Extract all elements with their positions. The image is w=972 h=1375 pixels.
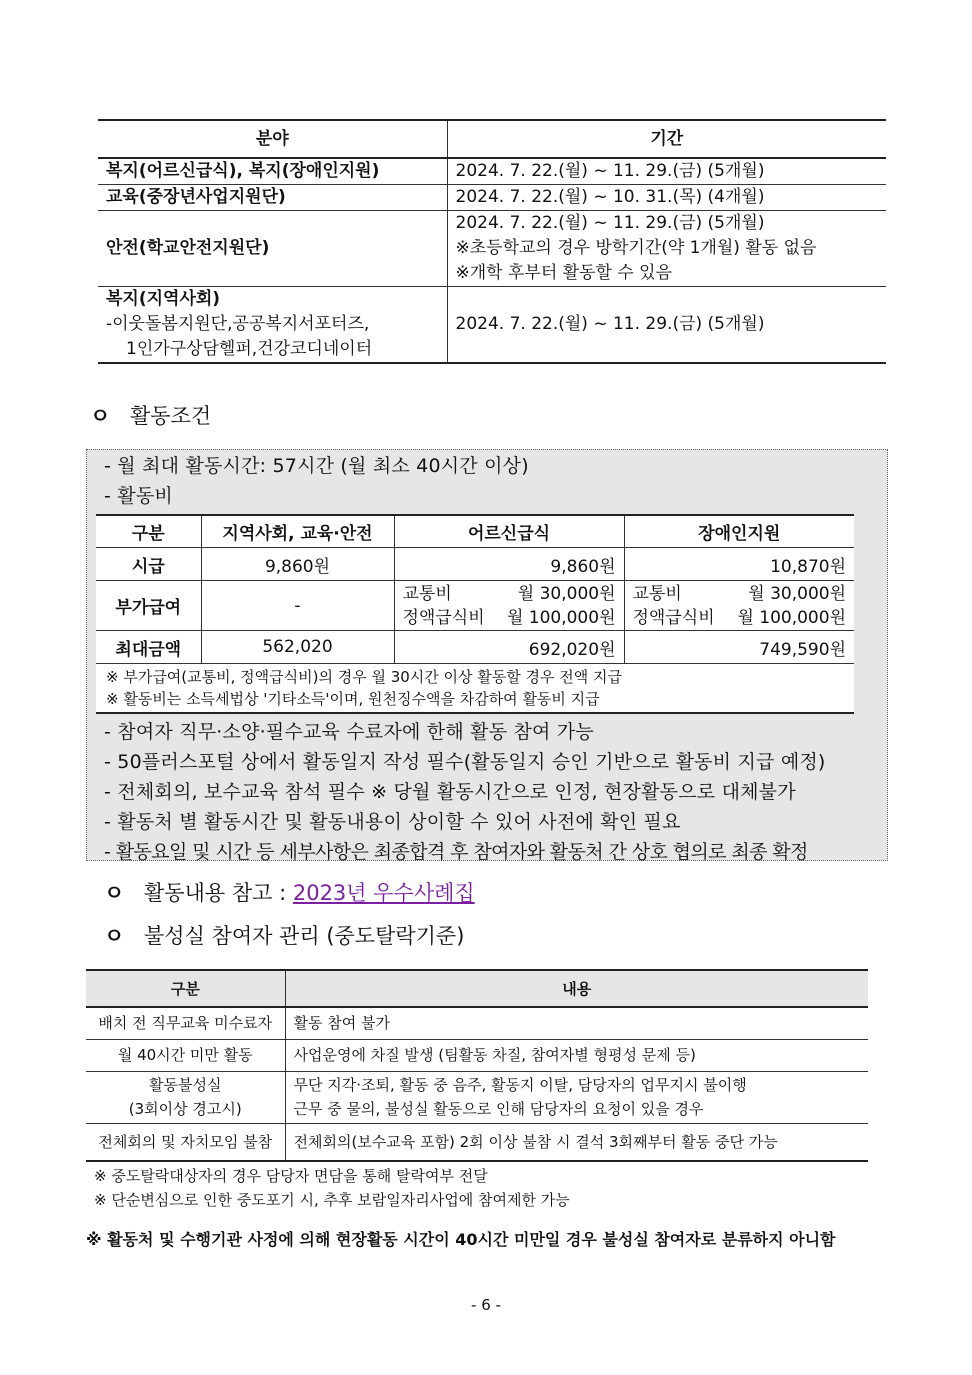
field-sub-line: -이웃돌봄지원단,공공복지서포터즈,: [106, 314, 370, 334]
management-note: ※ 중도탈락대상자의 경우 담당자 면담을 통해 탈락여부 전달: [94, 1167, 488, 1185]
section-bullet: ㅇ: [90, 404, 111, 428]
row-label: 시급: [96, 548, 201, 581]
condition-line: - 50플러스포털 상에서 활동일지 작성 필수(활동일지 승인 기반으로 활동비 지급 예정): [104, 751, 826, 773]
management-note: ※ 단순변심으로 인한 중도포기 시, 추후 보람일자리사업에 참여제한 가능: [94, 1191, 570, 1209]
pay-header: 구분: [96, 515, 201, 548]
condition-line: - 활동처 별 활동시간 및 활동내용이 상이할 수 있어 사전에 확인 필요: [104, 811, 681, 833]
management-header: 내용: [285, 970, 868, 1007]
field-cell: [98, 287, 447, 364]
table-row: [98, 211, 886, 287]
field-cell: 안전(학교안전지원단): [98, 211, 447, 287]
content-cell: 사업운영에 차질 발생 (팀활동 차질, 참여자별 형평성 문제 등): [285, 1039, 868, 1071]
extra-item-name: 교통비: [632, 583, 682, 604]
pay-header: 장애인지원: [624, 515, 854, 548]
pay-value: 562,020: [201, 631, 394, 664]
period-cell: 2024. 7. 22.(월) ~ 10. 31.(목) (4개월): [447, 185, 886, 211]
pay-value: [394, 581, 624, 631]
field-title: 복지(지역사회): [106, 289, 221, 309]
section-title: 불성실 참여자 관리 (중도탈락기준): [144, 924, 465, 948]
table-row: [86, 1071, 868, 1123]
extra-item-amount: 월 100,000원: [506, 607, 616, 628]
pay-value: 9,860원: [394, 548, 624, 581]
field-cell: 교육(중장년사업지원단): [98, 185, 447, 211]
category-cell: 배치 전 직무교육 미수료자: [86, 1007, 285, 1039]
pay-notes: [96, 664, 854, 714]
section-conditions-heading: [90, 400, 211, 430]
category-line: (3회이상 경고시): [128, 1100, 242, 1118]
condition-line: - 월 최대 활동시간: 57시간 (월 최소 40시간 이상): [104, 455, 529, 477]
extra-item-amount: 월 100,000원: [737, 607, 846, 628]
content-line: 근무 중 물의, 불성실 활동으로 인해 담당자의 요청이 있을 경우: [293, 1100, 704, 1118]
condition-line: - 전체회의, 보수교육 참석 필수 ※ 당월 활동시간으로 인정, 현장활동으로 대체불가: [104, 781, 796, 803]
management-notes: [86, 1161, 868, 1214]
row-label: 최대금액: [96, 631, 201, 664]
pay-value: [624, 581, 854, 631]
period-cell: 2024. 7. 22.(월) ~ 11. 29.(금) (5개월): [447, 158, 886, 185]
final-note: ※ 활동처 및 수행기관 사정에 의해 현장활동 시간이 40시간 미만일 경우 불성실 참여자로 분류하지 아니함: [86, 1230, 836, 1249]
content-cell: 활동 참여 불가: [285, 1007, 868, 1039]
section-bullet: ㅇ: [104, 881, 125, 905]
table-row: [86, 1123, 868, 1161]
pay-header: 지역사회, 교육·안전: [201, 515, 394, 548]
period-cell: 2024. 7. 22.(월) ~ 11. 29.(금) (5개월): [447, 287, 886, 364]
table-row: [98, 158, 886, 185]
page-number: - 6 -: [471, 1296, 501, 1314]
field-cell: 복지(어르신급식), 복지(장애인지원): [98, 158, 447, 185]
period-table-header-period: 기간: [447, 120, 886, 158]
management-header: 구분: [86, 970, 285, 1007]
period-note: ※초등학교의 경우 방학기간(약 1개월) 활동 없음: [455, 238, 817, 258]
table-row: [96, 581, 854, 631]
pay-value: 9,860원: [201, 548, 394, 581]
pay-value: -: [201, 581, 394, 631]
reference-link[interactable]: 2023년 우수사례집: [292, 881, 475, 905]
table-row: [86, 1039, 868, 1071]
section-title: 활동조건: [130, 404, 212, 428]
content-cell: [285, 1071, 868, 1123]
reference-label: 활동내용 참고 :: [144, 881, 287, 905]
period-line: 2024. 7. 22.(월) ~ 11. 29.(금) (5개월): [455, 213, 765, 233]
field-sub-line: 1인가구상담헬퍼,건강코디네이터: [126, 339, 373, 359]
period-table: [98, 119, 886, 364]
extra-item-name: 교통비: [402, 583, 452, 604]
table-row: [86, 1007, 868, 1039]
extra-item-name: 정액급식비: [632, 607, 715, 628]
row-label: 부가급여: [96, 581, 201, 631]
pay-value: 749,590원: [624, 631, 854, 664]
extra-item-amount: 월 30,000원: [517, 583, 616, 604]
extra-item-name: 정액급식비: [402, 607, 485, 628]
extra-item-amount: 월 30,000원: [748, 583, 846, 604]
table-row: [96, 548, 854, 581]
pay-header: 어르신급식: [394, 515, 624, 548]
pay-value: 10,870원: [624, 548, 854, 581]
period-cell: [447, 211, 886, 287]
condition-line: - 활동비: [104, 485, 173, 507]
section-reference: [104, 877, 475, 907]
table-row: [96, 631, 854, 664]
condition-line: - 활동요일 및 시간 등 세부사항은 최종합격 후 참여자와 활동처 간 상호 협의로 최종 확정: [104, 841, 808, 863]
content-line: 무단 지각·조퇴, 활동 중 음주, 활동지 이탈, 담당자의 업무지시 불이행: [293, 1076, 747, 1094]
period-note: ※개학 후부터 활동할 수 있음: [455, 263, 673, 283]
content-cell: 전체회의(보수교육 포함) 2회 이상 불참 시 결석 3회째부터 활동 중단 가능: [285, 1123, 868, 1161]
category-cell: 월 40시간 미만 활동: [86, 1039, 285, 1071]
period-table-header-field: 분야: [98, 120, 447, 158]
section-bullet: ㅇ: [104, 924, 125, 948]
category-line: 활동불성실: [149, 1076, 222, 1094]
category-cell: 전체회의 및 자치모임 불참: [86, 1123, 285, 1161]
pay-table: [96, 514, 854, 714]
category-cell: [86, 1071, 285, 1123]
table-row: [98, 287, 886, 364]
table-row: [98, 185, 886, 211]
pay-note: ※ 부가급여(교통비, 정액급식비)의 경우 월 30시간 이상 활동할 경우 전액 지급: [106, 668, 623, 686]
pay-note: ※ 활동비는 소득세법상 '기타소득'이며, 원천징수액을 차감하여 활동비 지급: [106, 690, 600, 708]
condition-line: - 참여자 직무·소양·필수교육 수료자에 한해 활동 참여 가능: [104, 721, 594, 743]
section-management-heading: [104, 920, 464, 950]
management-table: [86, 969, 868, 1214]
pay-value: 692,020원: [394, 631, 624, 664]
